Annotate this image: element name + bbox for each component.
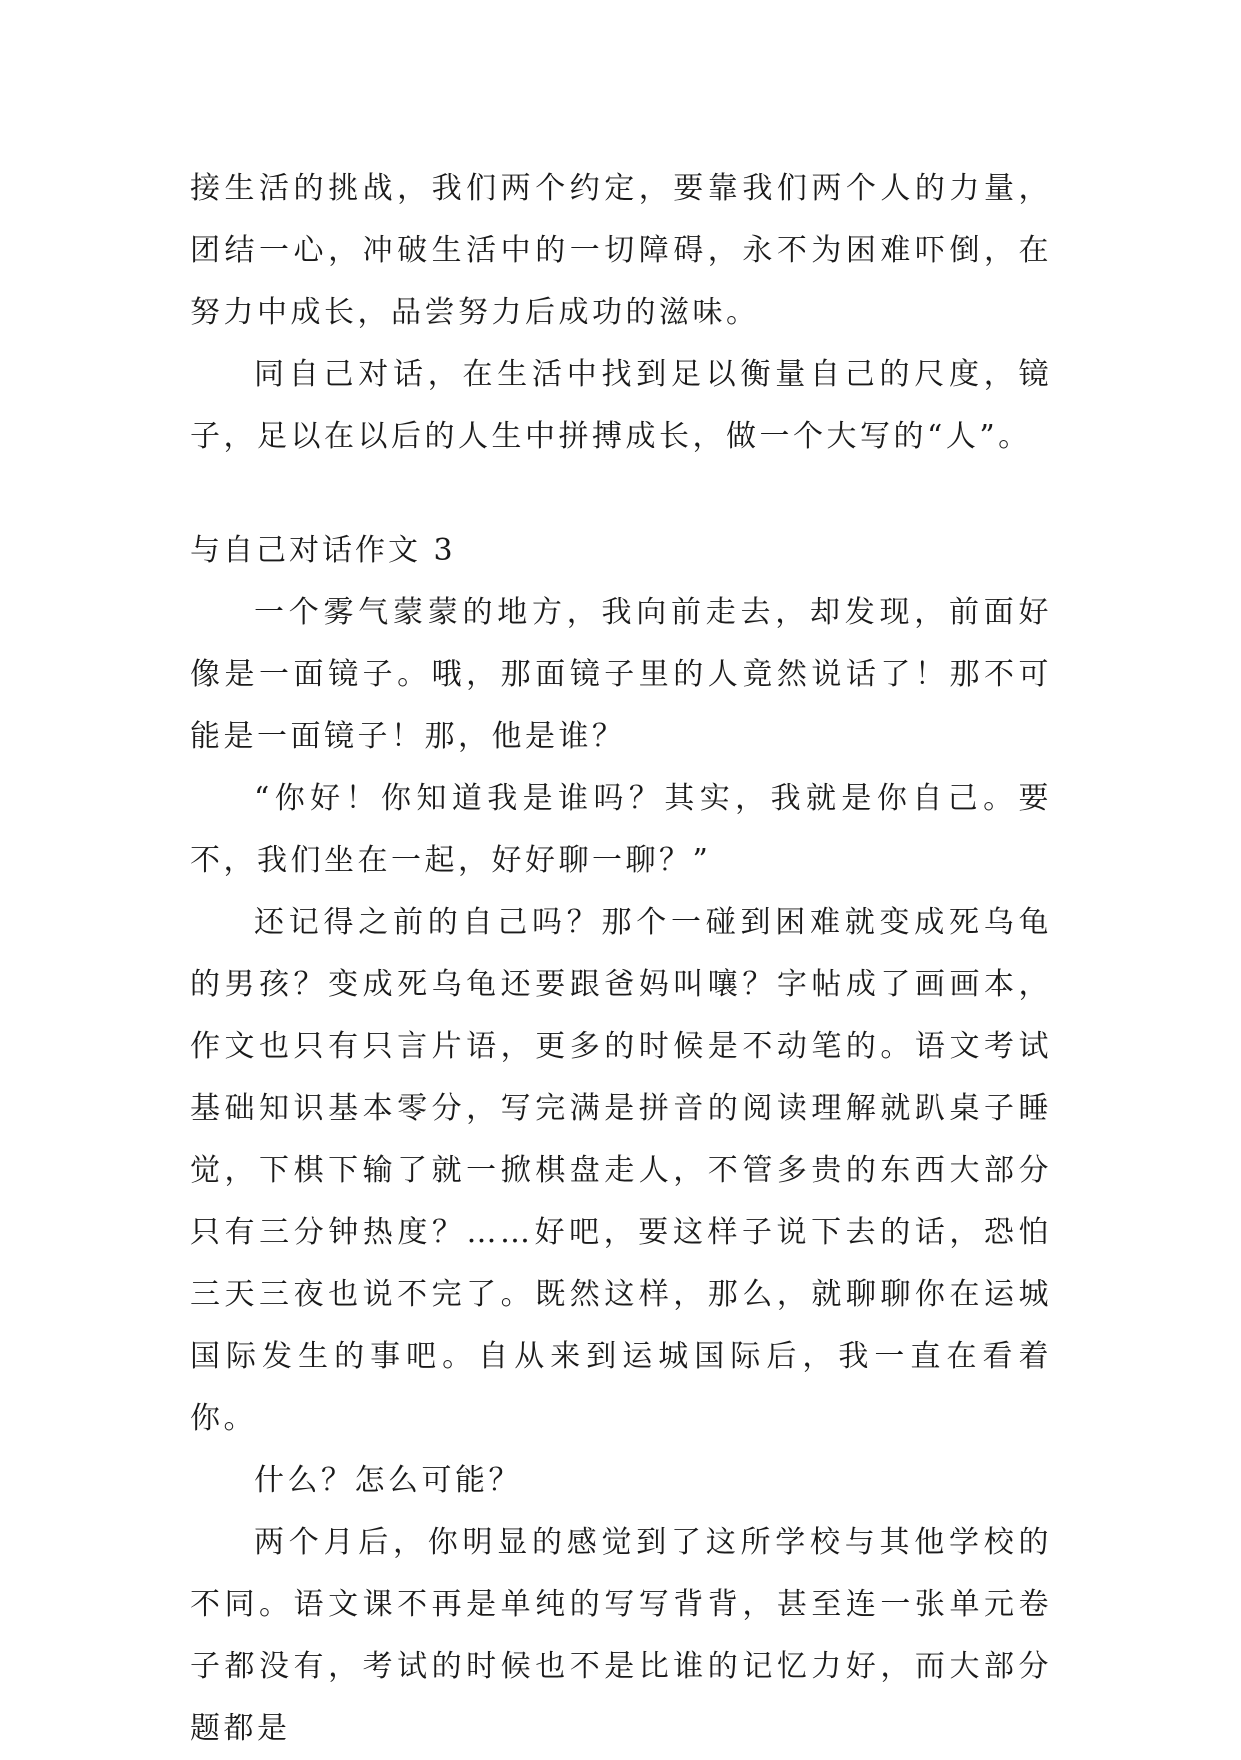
paragraph: 两个月后，你明显的感觉到了这所学校与其他学校的不同。语文课不再是单纯的写写背背，甚至连一张单元卷子都没有，考试的时候也不是比谁的记忆力好，而大部分题都是 bbox=[190, 1525, 1052, 1746]
paragraph: “你好！你知道我是谁吗？其实，我就是你自己。要不，我们坐在一起，好好聊一聊？” bbox=[190, 781, 1052, 878]
paragraph: 一个雾气蒙蒙的地方，我向前走去，却发现，前面好像是一面镜子。哦，那面镜子里的人竟然说话了！那不可能是一面镜子！那，他是谁？ bbox=[190, 595, 1052, 754]
section-title: 与自己对话作文 3 bbox=[190, 533, 456, 568]
paragraph: 什么？怎么可能？ bbox=[254, 1463, 522, 1498]
document-body bbox=[190, 158, 1052, 1760]
paragraph: 还记得之前的自己吗？那个一碰到困难就变成死乌龟的男孩？变成死乌龟还要跟爸妈叫嚷？字帖成了画画本，作文也只有只言片语，更多的时候是不动笔的。语文考试基础知识基本零分，写完满是拼音的阅读理解就趴桌子睡觉，下棋下输了就一掀棋盘走人，不管多贵的东西大部分只有三分钟热度？……好吧，要这样子说下去的话，恐怕三天三夜也说不完了。既然这样，那么，就聊聊你在运城国际发生的事吧。自从来到运城国际后，我一直在看着你。 bbox=[190, 905, 1052, 1436]
paragraph-continued: 接生活的挑战，我们两个约定，要靠我们两个人的力量，团结一心，冲破生活中的一切障碍，永不为困难吓倒，在努力中成长，品尝努力后成功的滋味。 bbox=[190, 171, 1052, 330]
paragraph-conclusion: 同自己对话，在生活中找到足以衡量自己的尺度，镜子，足以在以后的人生中拼搏成长，做一个大写的“人”。 bbox=[190, 357, 1052, 454]
